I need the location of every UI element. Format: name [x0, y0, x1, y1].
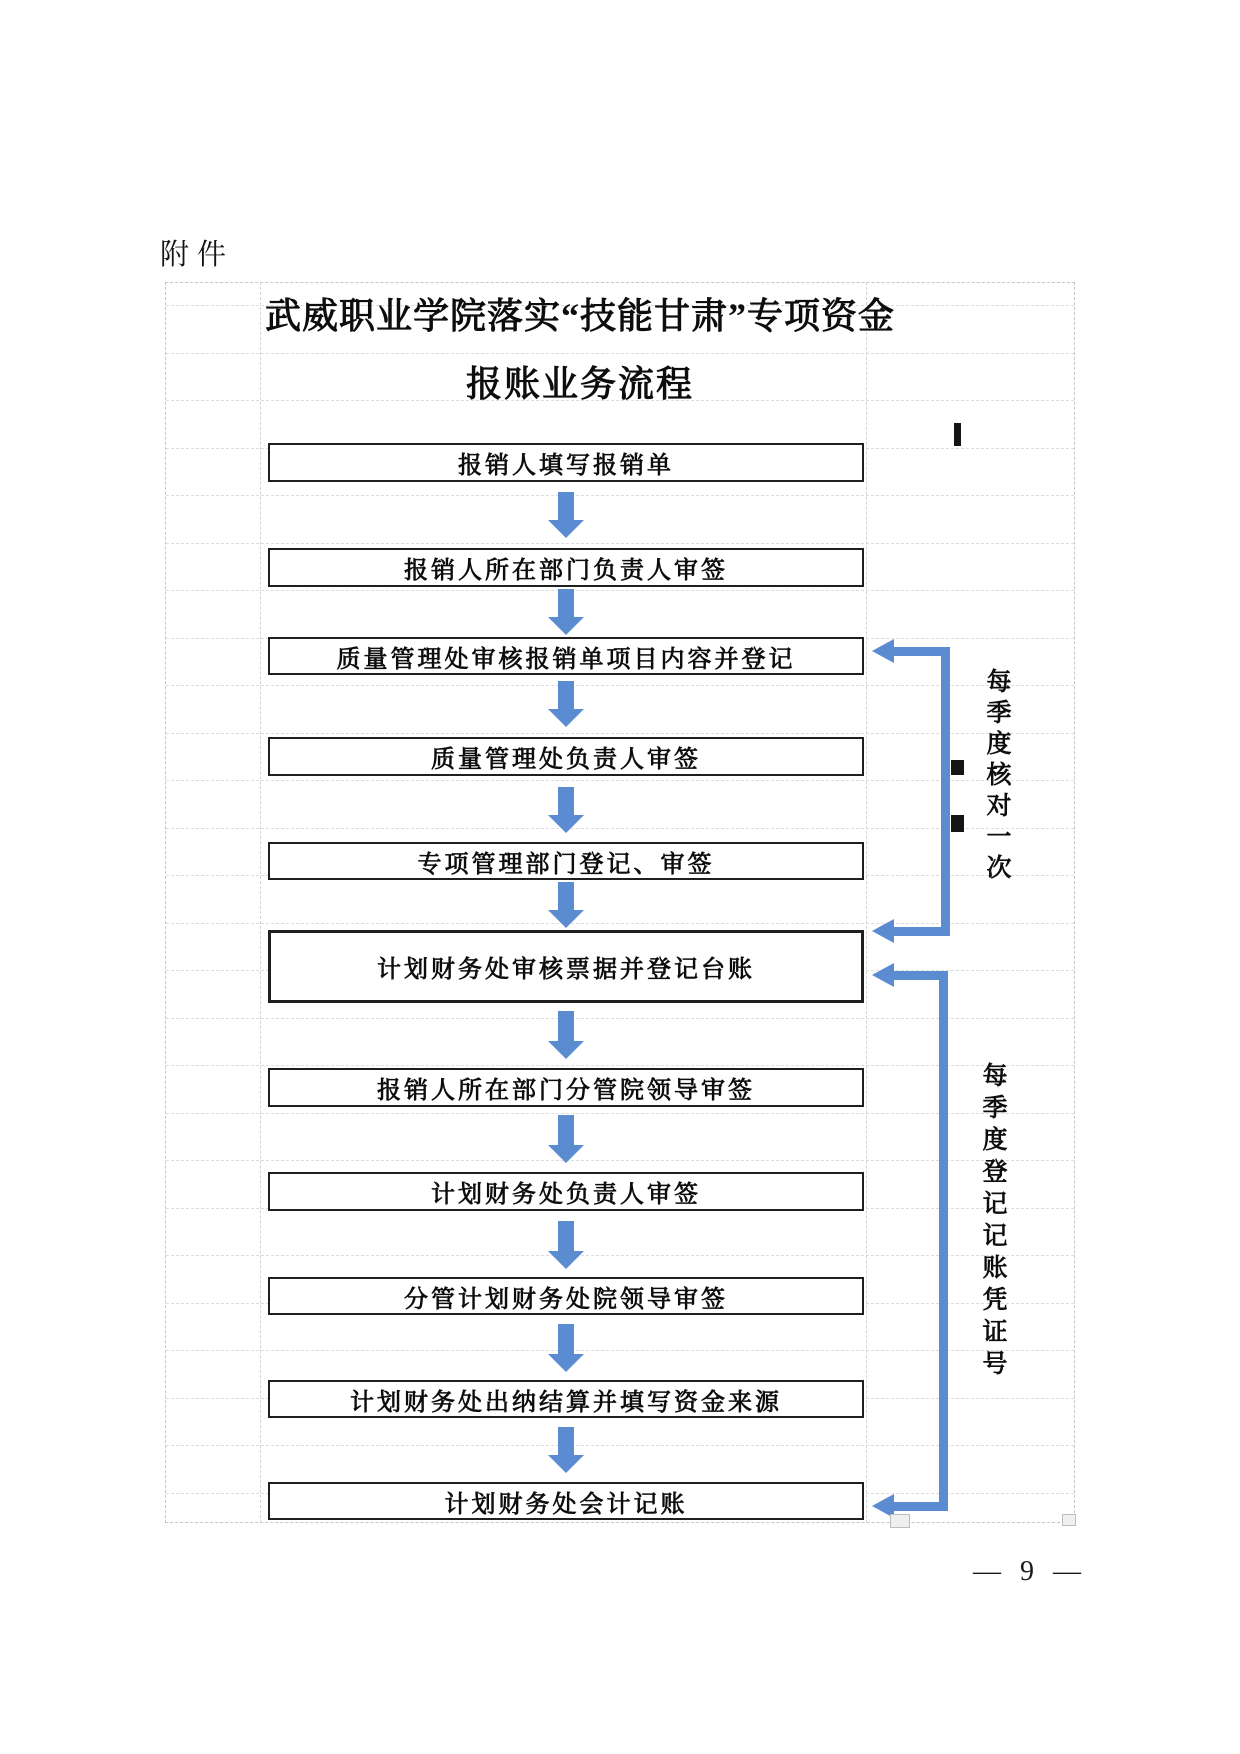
flow-step-6: 计划财务处审核票据并登记台账: [268, 930, 864, 1003]
grid-hline: [166, 780, 1074, 781]
flow-arrow-down-4: [548, 787, 584, 833]
grid-hline: [166, 1065, 1074, 1066]
scan-artifact-mark: [951, 815, 964, 832]
grid-hline: [166, 1113, 1074, 1114]
grid-hline: [166, 685, 1074, 686]
flow-arrow-down-10: [548, 1427, 584, 1473]
flow-step-5: 专项管理部门登记、审签: [268, 842, 864, 880]
flow-arrow-down-3: [548, 681, 584, 727]
flow-arrow-down-7: [548, 1115, 584, 1163]
flow-step-3: 质量管理处审核报销单项目内容并登记: [268, 637, 864, 675]
scan-artifact-mark: [951, 760, 964, 775]
grid-hline: [166, 1160, 1074, 1161]
bracket1-arrowhead-top: [872, 639, 894, 663]
flow-step-11: 计划财务处会计记账: [268, 1482, 864, 1520]
flow-step-10: 计划财务处出纳结算并填写资金来源: [268, 1380, 864, 1418]
flow-step-7: 报销人所在部门分管院领导审签: [268, 1068, 864, 1107]
scan-artifact-mark: [954, 423, 961, 446]
bracket2-bar-vertical: [939, 971, 948, 1511]
annotation-quarterly-check: 每季度核对一次: [983, 668, 1010, 885]
scan-artifact-corner: [1062, 1514, 1076, 1526]
grid-hline: [166, 923, 1074, 924]
bracket1-bar-bottom: [893, 927, 950, 936]
grid-hline: [166, 353, 1074, 354]
flow-arrow-down-6: [548, 1011, 584, 1059]
grid-vline-left: [260, 282, 261, 1523]
annotation-quarterly-voucher: 每季度登记记账凭证号: [979, 1062, 1006, 1382]
flow-step-4: 质量管理处负责人审签: [268, 737, 864, 776]
grid-hline: [166, 828, 1074, 829]
grid-hline: [166, 1445, 1074, 1446]
grid-vline-right: [866, 282, 867, 1523]
flow-arrow-down-9: [548, 1324, 584, 1372]
grid-hline: [166, 590, 1074, 591]
flow-step-2: 报销人所在部门负责人审签: [268, 548, 864, 587]
flow-arrow-down-2: [548, 589, 584, 635]
grid-hline: [166, 1018, 1074, 1019]
flow-arrow-down-8: [548, 1221, 584, 1269]
flowchart-title-line2: 报账业务流程: [465, 364, 694, 404]
flow-arrow-down-1: [548, 492, 584, 538]
flow-step-1: 报销人填写报销单: [268, 443, 864, 482]
flowchart-title-line1: 武威职业学院落实“技能甘肃”专项资金: [264, 296, 895, 336]
grid-hline: [166, 733, 1074, 734]
flow-arrow-down-5: [548, 882, 584, 928]
flow-step-8: 计划财务处负责人审签: [268, 1172, 864, 1211]
grid-hline: [166, 1350, 1074, 1351]
page-number: — 9 —: [973, 1556, 1087, 1587]
grid-hline: [166, 543, 1074, 544]
bracket2-arrowhead-top: [872, 963, 894, 987]
flow-step-9: 分管计划财务处院领导审签: [268, 1277, 864, 1315]
bracket2-bar-bottom: [893, 1502, 948, 1511]
bracket1-bar-vertical: [941, 647, 950, 936]
grid-hline: [166, 495, 1074, 496]
attachment-label: 附件: [160, 239, 235, 271]
bracket1-arrowhead-bottom: [872, 919, 894, 943]
grid-hline: [166, 1255, 1074, 1256]
scan-artifact-handle: [890, 1514, 910, 1528]
